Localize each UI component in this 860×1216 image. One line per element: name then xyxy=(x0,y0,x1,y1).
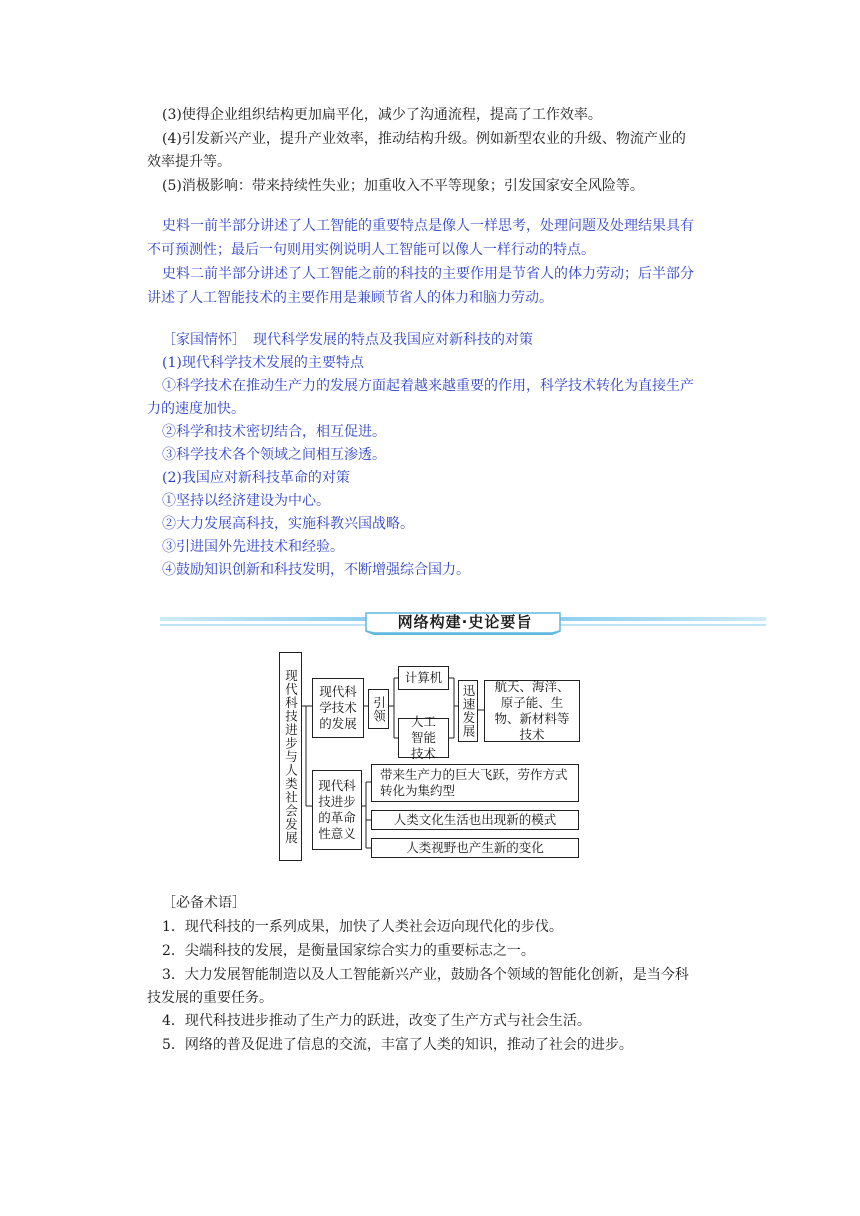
term-item: 2．尖端科技的发展，是衡量国家综合实力的重要标志之一。 xyxy=(162,943,535,959)
jiaguo-line: ③科学技术各个领域之间相互渗透。 xyxy=(162,447,386,463)
jiaguo-line: ④鼓励知识创新和科技发明，不断增强综合国力。 xyxy=(162,562,470,578)
jiaguo-line: ①科学技术在推动生产力的发展方面起着越来越重要的作用，科学技术转化为直接生产 xyxy=(162,378,694,394)
diagram-dev-box xyxy=(312,678,364,738)
jiaguo-heading: ［家国情怀］ 现代科学发展的特点及我国应对新科技的对策 xyxy=(162,332,533,348)
analysis-line: 不可预测性；最后一句则用实例说明人工智能可以像人一样行动的特点。 xyxy=(147,242,595,258)
diagram-effect-box xyxy=(371,764,579,802)
jiaguo-line: ①坚持以经济建设为中心。 xyxy=(162,493,330,509)
jiaguo-line: ②科学和技术密切结合，相互促进。 xyxy=(162,424,386,440)
jiaguo-line: (1)现代科学技术发展的主要特点 xyxy=(162,355,364,371)
term-item: 1．现代科技的一系列成果，加快了人类社会迈向现代化的步伐。 xyxy=(162,919,563,935)
diagram-effect-box xyxy=(371,838,579,858)
diagram-rapid-box xyxy=(458,680,478,742)
terms-heading: ［必备术语］ xyxy=(162,895,246,911)
diagram-lead-label: 引领 xyxy=(371,695,387,723)
diagram-dev-label: 现代科学技术的发展 xyxy=(319,684,357,731)
analysis-line: 史料二前半部分讲述了人工智能之前的科技的主要作用是节省人的体力劳动；后半部分 xyxy=(162,266,694,282)
diagram-effect-box xyxy=(371,810,579,830)
list-item: (4)引发新兴产业，提升产业效率，推动结构升级。例如新型农业的升级、物流产业的 xyxy=(162,131,686,147)
diagram-fields-label: 航天、海洋、原子能、生物、新材料等技术 xyxy=(494,679,570,742)
banner-title: 网络构建·史论要旨 xyxy=(397,613,533,631)
jiaguo-line: ③引进国外先进技术和经验。 xyxy=(162,539,344,555)
list-item: (5)消极影响：带来持续性失业；加重收入不平等现象；引发国家安全风险等。 xyxy=(162,178,644,194)
diagram-effect-label: 人类文化生活也出现新的模式 xyxy=(393,812,557,827)
diagram-ai-label: 人工智能技术 xyxy=(410,714,436,761)
diagram-ai-box xyxy=(398,714,449,761)
list-item: (3)使得企业组织结构更加扁平化，减少了沟通流程，提高了工作效率。 xyxy=(162,107,602,123)
analysis-line: 史料一前半部分讲述了人工智能的重要特点是像人一样思考，处理问题及处理结果具有 xyxy=(162,218,694,234)
jiaguo-line: (2)我国应对新科技革命的对策 xyxy=(162,470,350,486)
term-item: 3．大力发展智能制造以及人工智能新兴产业，鼓励各个领域的智能化创新，是当今科 xyxy=(162,967,689,983)
diagram-computer-box xyxy=(398,666,449,690)
diagram-rapid-label: 迅速发展 xyxy=(461,684,476,738)
analysis-line: 讲述了人工智能技术的主要作用是兼顾节省人的体力和脑力劳动。 xyxy=(147,290,553,306)
diagram-root-label: 现代科技进步与人类社会发展 xyxy=(283,668,299,845)
diagram-meaning-box xyxy=(312,770,362,850)
term-item: 技发展的重要任务。 xyxy=(147,990,273,1006)
list-item: 效率提升等。 xyxy=(147,154,231,170)
term-item: 4．现代科技进步推动了生产力的跃进，改变了生产方式与社会生活。 xyxy=(162,1013,591,1029)
diagram-computer-label: 计算机 xyxy=(404,670,443,685)
diagram-root-box xyxy=(279,652,302,861)
diagram-effect-label: 带来生产力的巨大飞跃，劳作方式转化为集约型 xyxy=(380,767,568,798)
diagram-effect-label: 人类视野也产生新的变化 xyxy=(406,840,544,855)
jiaguo-line: ②大力发展高科技，实施科教兴国战略。 xyxy=(162,516,414,532)
jiaguo-line: 力的速度加快。 xyxy=(147,401,245,417)
diagram-meaning-label: 现代科技进步的革命性意义 xyxy=(318,778,356,841)
diagram-fields-box xyxy=(484,680,580,742)
term-item: 5．网络的普及促进了信息的交流，丰富了人类的知识，推动了社会的进步。 xyxy=(162,1037,633,1053)
diagram-lead-box xyxy=(368,689,389,729)
